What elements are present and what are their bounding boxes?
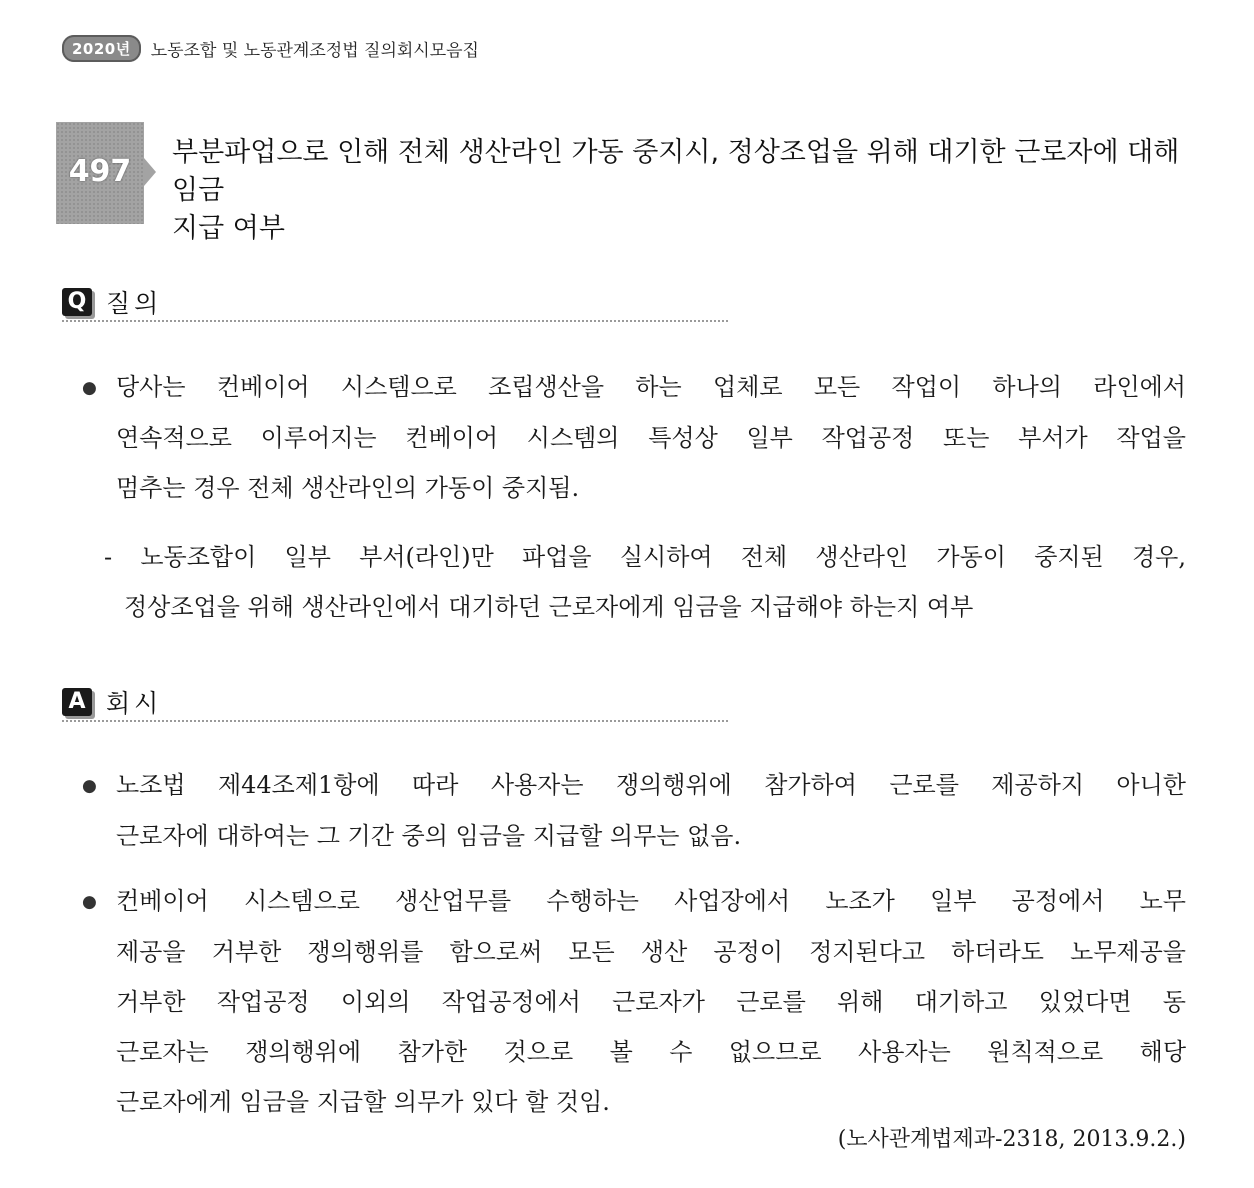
item-number: 497 xyxy=(68,154,132,189)
answer-section-heading xyxy=(62,684,728,722)
paragraph-line: 근로자에 대하여는 그 기간 중의 임금을 지급할 의무는 없음. xyxy=(116,822,742,850)
page-header xyxy=(62,34,479,62)
paragraph-line: 근로자는 쟁의행위에 참가한 것으로 볼 수 없으므로 사용자는 원칙적으로 해당 xyxy=(116,1038,1186,1066)
answer-paragraph-1 xyxy=(82,760,1186,861)
question-paragraph xyxy=(82,362,1186,513)
citation: (노사관계법제과-2318, 2013.9.2.) xyxy=(837,1127,1186,1152)
item-title-line: 지급 여부 xyxy=(172,213,285,244)
item-title-line: 부분파업으로 인해 전체 생산라인 가동 중지시, 정상조업을 위해 대기한 근로자에 대해 임금 xyxy=(172,137,1180,206)
question-sub-paragraph xyxy=(104,532,1186,632)
paragraph-line: ● 컨베이어 시스템으로 생산업무를 수행하는 사업장에서 노조가 일부 공정에서 노무 xyxy=(82,876,1186,927)
question-letter-icon: Q xyxy=(62,288,92,316)
paragraph-line: ● 노조법 제44조제1항에 따라 사용자는 쟁의행위에 참가하여 근로를 제공하지 아니한 xyxy=(82,760,1186,811)
paragraph-line: 제공을 거부한 쟁의행위를 함으로써 모든 생산 공정이 정지된다고 하더라도 노무제공을 xyxy=(116,938,1186,966)
answer-label: 회시 xyxy=(106,689,163,718)
year-badge: 2020년 xyxy=(62,35,141,62)
item-number-badge xyxy=(56,122,144,224)
paragraph-line: 멈추는 경우 전체 생산라인의 가동이 중지됨. xyxy=(116,474,580,502)
paragraph-line: ● 당사는 컨베이어 시스템으로 조립생산을 하는 업체로 모든 작업이 하나의 라인에서 xyxy=(82,362,1186,413)
answer-paragraph-2 xyxy=(82,876,1186,1127)
bullet-circle-icon: ● xyxy=(82,776,97,796)
paragraph-line: 정상조업을 위해 생산라인에서 대기하던 근로자에게 임금을 지급해야 하는지 여부 xyxy=(124,593,974,621)
item-title xyxy=(172,134,1182,248)
book-title: 노동조합 및 노동관계조정법 질의회시모음집 xyxy=(150,40,479,61)
bullet-circle-icon: ● xyxy=(82,378,97,398)
question-label: 질의 xyxy=(106,289,163,318)
paragraph-line: - 노동조합이 일부 부서(라인)만 파업을 실시하여 전체 생산라인 가동이 중지된 경우, xyxy=(104,543,1186,571)
paragraph-line: 근로자에게 임금을 지급할 의무가 있다 할 것임. xyxy=(116,1088,610,1116)
paragraph-line: 거부한 작업공정 이외의 작업공정에서 근로자가 근로를 위해 대기하고 있었다면 동 xyxy=(116,988,1186,1016)
answer-letter-icon: A xyxy=(62,688,92,716)
paragraph-line: 연속적으로 이루어지는 컨베이어 시스템의 특성상 일부 작업공정 또는 부서가 작업을 xyxy=(116,424,1186,452)
bullet-circle-icon: ● xyxy=(82,892,97,912)
question-section-heading xyxy=(62,284,728,322)
